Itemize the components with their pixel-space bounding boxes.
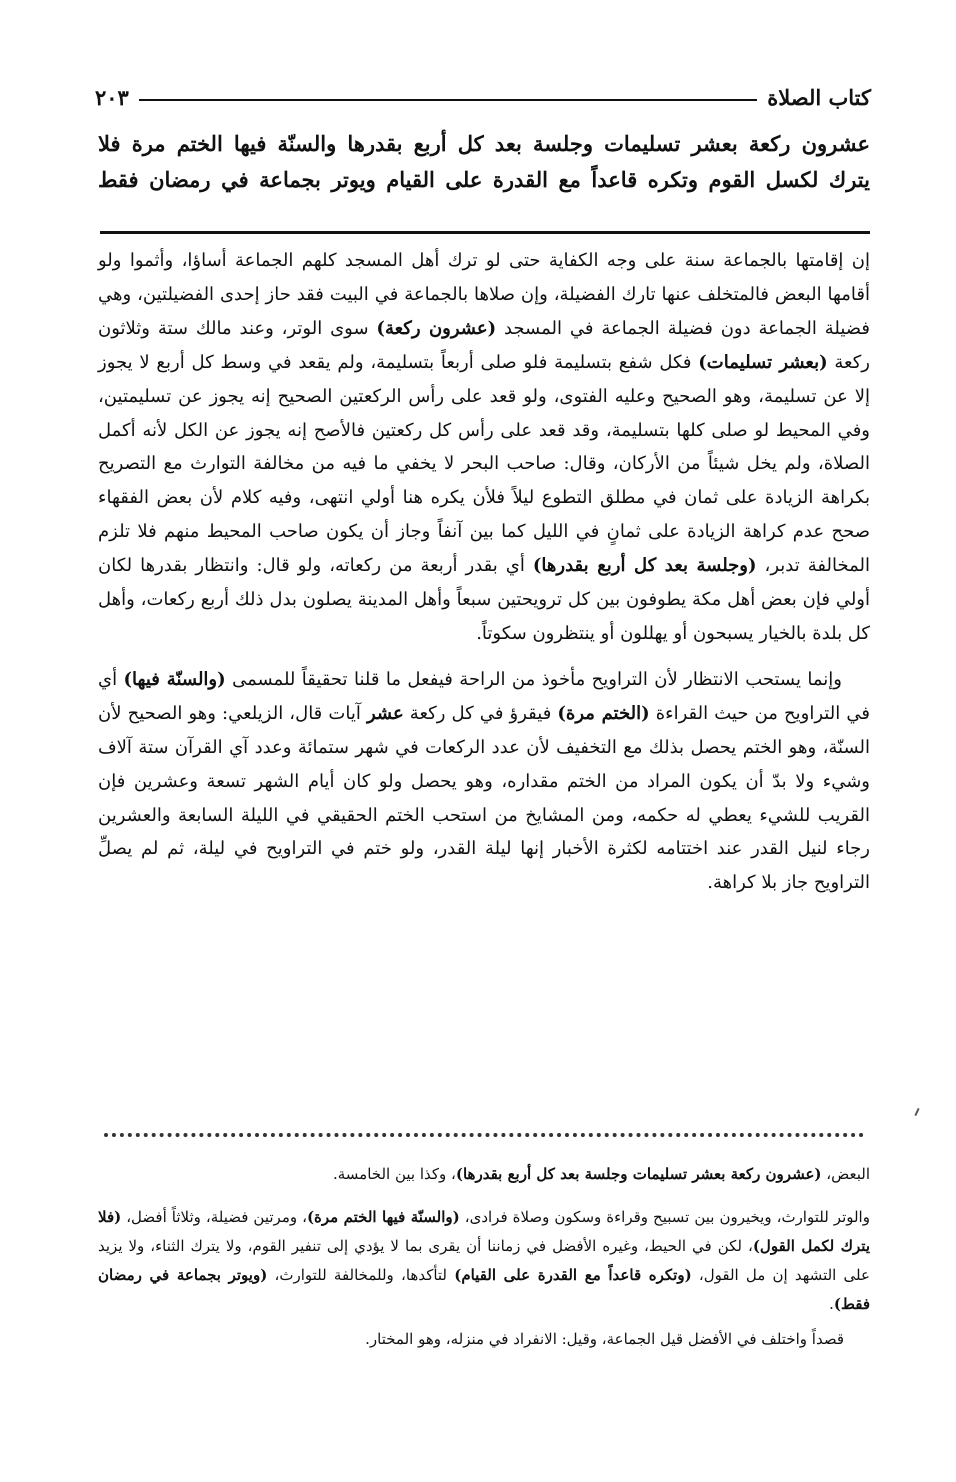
page-number: ٢٠٣ [95, 84, 129, 110]
footnote-quote: (والسنّة فيها الختم مرة) [306, 1208, 460, 1226]
footnote-run: والوتر للتوارث، ويخيرون بين تسبيح وقراءة وسكون وصلاة فرادى، [464, 1208, 870, 1226]
matn-line: يترك لكسل القوم وتكره قاعداً مع القدرة على القيام ويوتر بجماعة في رمضان فقط [98, 167, 870, 192]
matn-quote: (والسنّة فيها) [123, 668, 226, 690]
matn-quote: (عشرون ركعة) [376, 317, 497, 339]
matn-quote: (وجلسة بعد كل أربع بقدرها) [532, 555, 757, 577]
stray-mark [914, 1108, 919, 1116]
commentary-paragraph [98, 244, 870, 651]
header-rule [139, 99, 757, 101]
footnote-quote: (ويوتر بجماعة في رمضان فقط) [98, 1266, 870, 1313]
footnote-paragraph [98, 1203, 870, 1319]
footnote-run: قصداً واختلف في الأفضل قيل الجماعة، وقيل: الانفراد في منزله، وهو المختار. [365, 1330, 844, 1348]
footnote-run: ، لكن في الحيط، وغيره الأفضل في زماننا أن يقرى بما لا يؤدي إلى تنفير القوم، ولا يترك الثناء، ولا يزيد على التشهد إن مل القول، [98, 1237, 870, 1284]
matn-divider [100, 231, 870, 234]
matn-quote: (الختم مرة) [557, 702, 650, 724]
matn-quote: عشر [366, 702, 404, 724]
footnotes [98, 1160, 870, 1354]
footnote-separator [104, 1133, 864, 1145]
matn-line: عشرون ركعة بعشر تسليمات وجلسة بعد كل أربع بقدرها والسنّة فيها الختم مرة فلا [98, 131, 870, 156]
footnote-run: . [829, 1295, 834, 1313]
commentary-run: فيقرؤ في كل ركعة [409, 702, 552, 724]
book-title: كتاب الصلاة [767, 84, 871, 110]
commentary-run: فكل شفع بتسليمة فلو صلى أربعاً بتسليمة، ولم يقعد في وسط كل أربع لا يجوز إلا عن تسليمة، وهو الصحيح وعليه الفتوى، ولو قعد على رأس الركعتين الصحيح إنه يجوز عن تسليمتين، وفي المحيط لو صلى كلها بتسليمة، وقد قعد على رأس كل ركعتين فالأصح إنه يجوز عن الكل لأنه أكمل الصلاة، ولم يخل شيئاً من الأركان، وقال: صاحب البحر لا يخفي ما فيه من مخالفة التوارث مع التصريح بكراهة الزيادة على ثمان في مطلق التطوع ليلاً فلأن يكره هنا أولي انتهى، وفيه كلام لأن بعض الفقهاء صحح عدم كراهة الزيادة على ثمانٍ في الليل كما بين آنفاً وجاز أن يكون صاحب المحيط منهم فلا تلزم المخالفة تدبر، [98, 351, 870, 577]
commentary-run: آيات قال، الزيلعي: وهو الصحيح لأن السنّة، وهو الختم يحصل بذلك مع التخفيف لأن عدد الركعات في شهر ستمائة وعدد آي القرآن ستة آلاف وشيء ولا بدّ أن يكون المراد من الختم مقداره، وهو يحصل ولو كان أيام الشهر تسعة وعشرين فإن القريب للشيء يعطي له حكمه، ومن المشايخ من استحب الختم الحقيقي في الليلة السابعة والعشرين رجاء لنيل القدر عند اختتامه لكثرة الأخبار إنها ليلة القدر، ولو ختم في التراويح في ليلة، ثم لم يصلِّ التراويح جاز بلا كراهة. [98, 702, 870, 894]
footnote-quote: (وتكره قاعداً مع القدرة على القيام) [454, 1266, 692, 1284]
commentary-text [98, 244, 870, 900]
commentary-run: أي بقدر أربعة من ركعاته، ولو قال: وانتظار بقدرها لكان أولي فإن بعض أهل مكة يطوفون بين كل ترويحتين سبعاً وأهل المدينة يصلون بدل ذلك أربع ركعات، وأهل كل بلدة بالخيار يسبحون أو يهللون أو ينتظرون سكوتاً. [98, 555, 870, 644]
footnote-run: ، وكذا بين الخامسة. [332, 1165, 456, 1183]
footnote-run: البعض، [826, 1165, 870, 1183]
footnote-quote: (فلا يترك لكمل القول) [98, 1208, 871, 1255]
page-header [95, 82, 871, 112]
commentary-paragraph [98, 663, 870, 900]
commentary-run: سوى الوتر، وعند مالك ستة وثلاثون ركعة [98, 317, 870, 373]
commentary-run: أي في التراويح من حيث القراءة [98, 668, 870, 724]
footnote-paragraph [98, 1325, 870, 1354]
footnote-paragraph [98, 1160, 870, 1189]
commentary-run: وإنما يستحب الانتظار لأن التراويح مأخوذ من الراحة فيفعل ما قلنا تحقيقاً للمسمى [232, 668, 842, 690]
matn-text [98, 126, 870, 198]
commentary-run: إن إقامتها بالجماعة سنة على وجه الكفاية حتى لو ترك أهل المسجد كلهم الجماعة أساؤا، وأثموا ولو أقامها البعض فالمتخلف عنها تارك الفضيلة، وإن صلاها بالجماعة في البيت فقد حاز إحدى الفضيلتين، وهي فضيلة الجماعة دون فضيلة الجماعة في المسجد [98, 250, 870, 339]
footnote-run: لتأكدها، وللمخالفة للتوارث، [274, 1266, 448, 1284]
matn-quote: (بعشر تسليمات) [698, 351, 828, 373]
footnote-run: ، ومرتين فضيلة، وثلاثاً أفضل، [126, 1208, 307, 1226]
footnote-quote: (عشرون ركعة بعشر تسليمات وجلسة بعد كل أربع بقدرها) [455, 1165, 822, 1183]
